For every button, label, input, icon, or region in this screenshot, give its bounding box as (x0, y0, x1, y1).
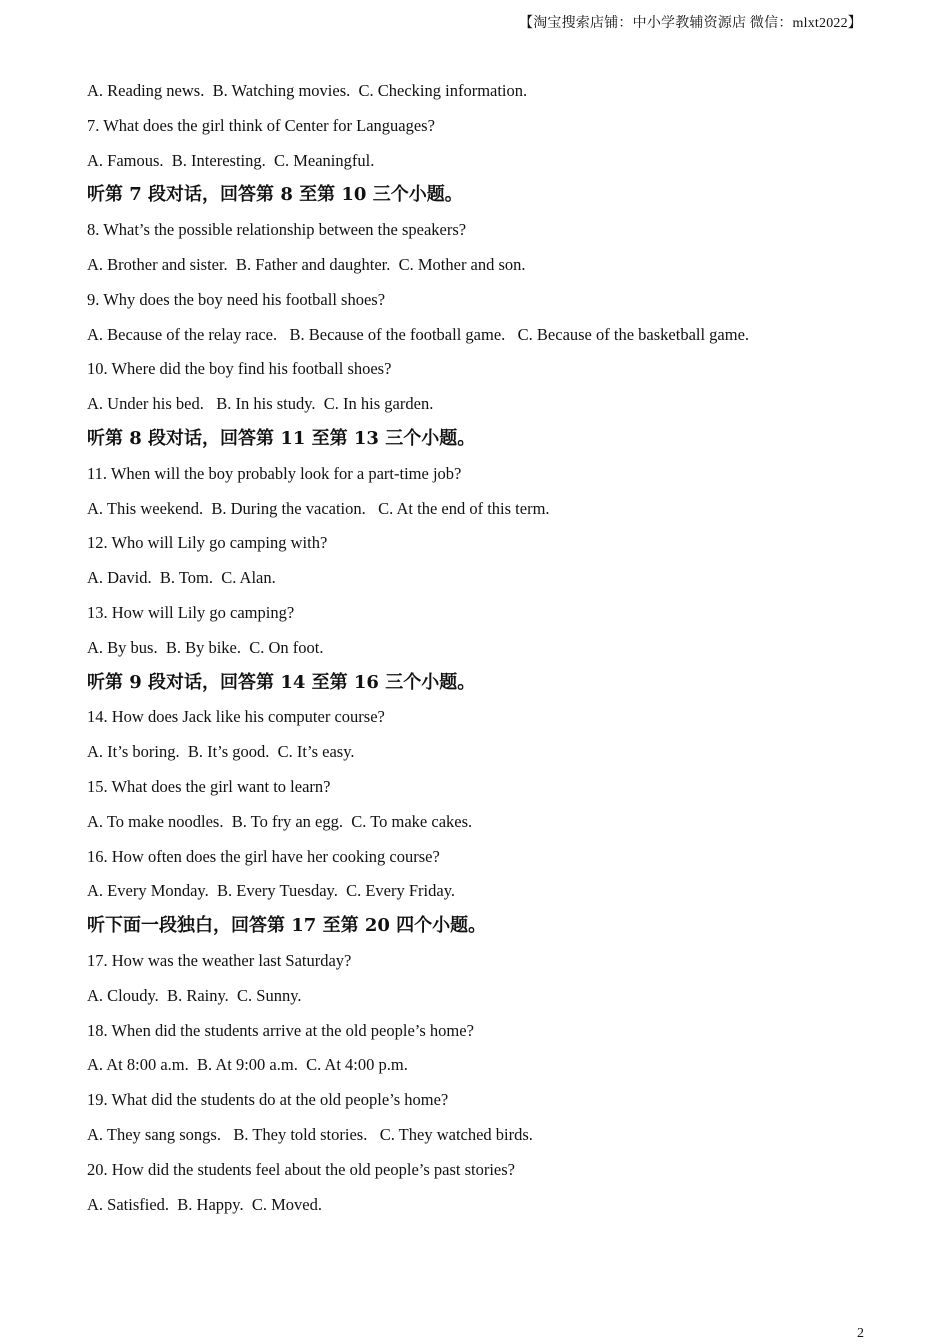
answer-options: A. Satisfied. B. Happy. C. Moved. (87, 1194, 322, 1214)
question-text: 8. What’s the possible relationship between the speakers? (87, 220, 467, 240)
question-text: 17. How was the weather last Saturday? (87, 950, 352, 970)
answer-options: A. This weekend. B. During the vacation. C. At the end of this term. (87, 498, 550, 518)
answer-options: A. David. B. Tom. C. Alan. (87, 568, 276, 588)
question-text: 20. How did the students feel about the old people’s past stories? (87, 1159, 516, 1179)
question-text: 10. Where did the boy find his football shoes? (87, 359, 392, 379)
question-text: 7. What does the girl think of Center for Languages? (87, 115, 435, 135)
section-heading: 听第 8 段对话，回答第 11 至第 13 三个小题。 (87, 427, 476, 449)
answer-options: A. Cloudy. B. Rainy. C. Sunny. (87, 985, 302, 1005)
question-text: 16. How often does the girl have her cooking course? (87, 846, 440, 866)
question-text: 11. When will the boy probably look for a part-time job? (87, 463, 462, 483)
question-text: 13. How will Lily go camping? (87, 602, 295, 622)
answer-options: A. By bus. B. By bike. C. On foot. (87, 637, 324, 657)
question-text: 18. When did the students arrive at the old people’s home? (87, 1020, 474, 1040)
page-header: 【淘宝搜索店铺：中小学教辅资源店 微信：mlxt2022】 (519, 16, 862, 31)
question-text: 15. What does the girl want to learn? (87, 776, 331, 796)
exam-content (87, 77, 887, 1225)
answer-options: A. To make noodles. B. To fry an egg. C. To make cakes. (87, 811, 473, 831)
question-text: 19. What did the students do at the old people’s home? (87, 1090, 449, 1110)
answer-options: A. Because of the relay race. B. Because of the football game. C. Because of the basketball game. (87, 324, 750, 344)
section-heading: 听下面一段独白，回答第 17 至第 20 四个小题。 (87, 915, 487, 937)
answer-options: A. It’s boring. B. It’s good. C. It’s easy. (87, 742, 355, 762)
answer-options: A. Every Monday. B. Every Tuesday. C. Every Friday. (87, 881, 455, 901)
section-heading: 听第 9 段对话，回答第 14 至第 16 三个小题。 (87, 671, 476, 693)
answer-options: A. Under his bed. B. In his study. C. In his garden. (87, 394, 434, 414)
question-text: 12. Who will Lily go camping with? (87, 533, 328, 553)
answer-options: A. Reading news. B. Watching movies. C. Checking information. (87, 81, 528, 100)
question-text: 14. How does Jack like his computer course? (87, 707, 385, 727)
section-heading: 听第 7 段对话，回答第 8 至第 10 三个小题。 (87, 184, 463, 206)
page-number: 2 (857, 1326, 864, 1341)
answer-options: A. Famous. B. Interesting. C. Meaningful. (87, 150, 375, 170)
answer-options: A. They sang songs. B. They told stories. C. They watched birds. (87, 1124, 533, 1144)
question-text: 9. Why does the boy need his football shoes? (87, 289, 386, 309)
answer-options: A. At 8:00 a.m. B. At 9:00 a.m. C. At 4:00 p.m. (87, 1055, 408, 1075)
answer-options: A. Brother and sister. B. Father and daughter. C. Mother and son. (87, 254, 526, 274)
